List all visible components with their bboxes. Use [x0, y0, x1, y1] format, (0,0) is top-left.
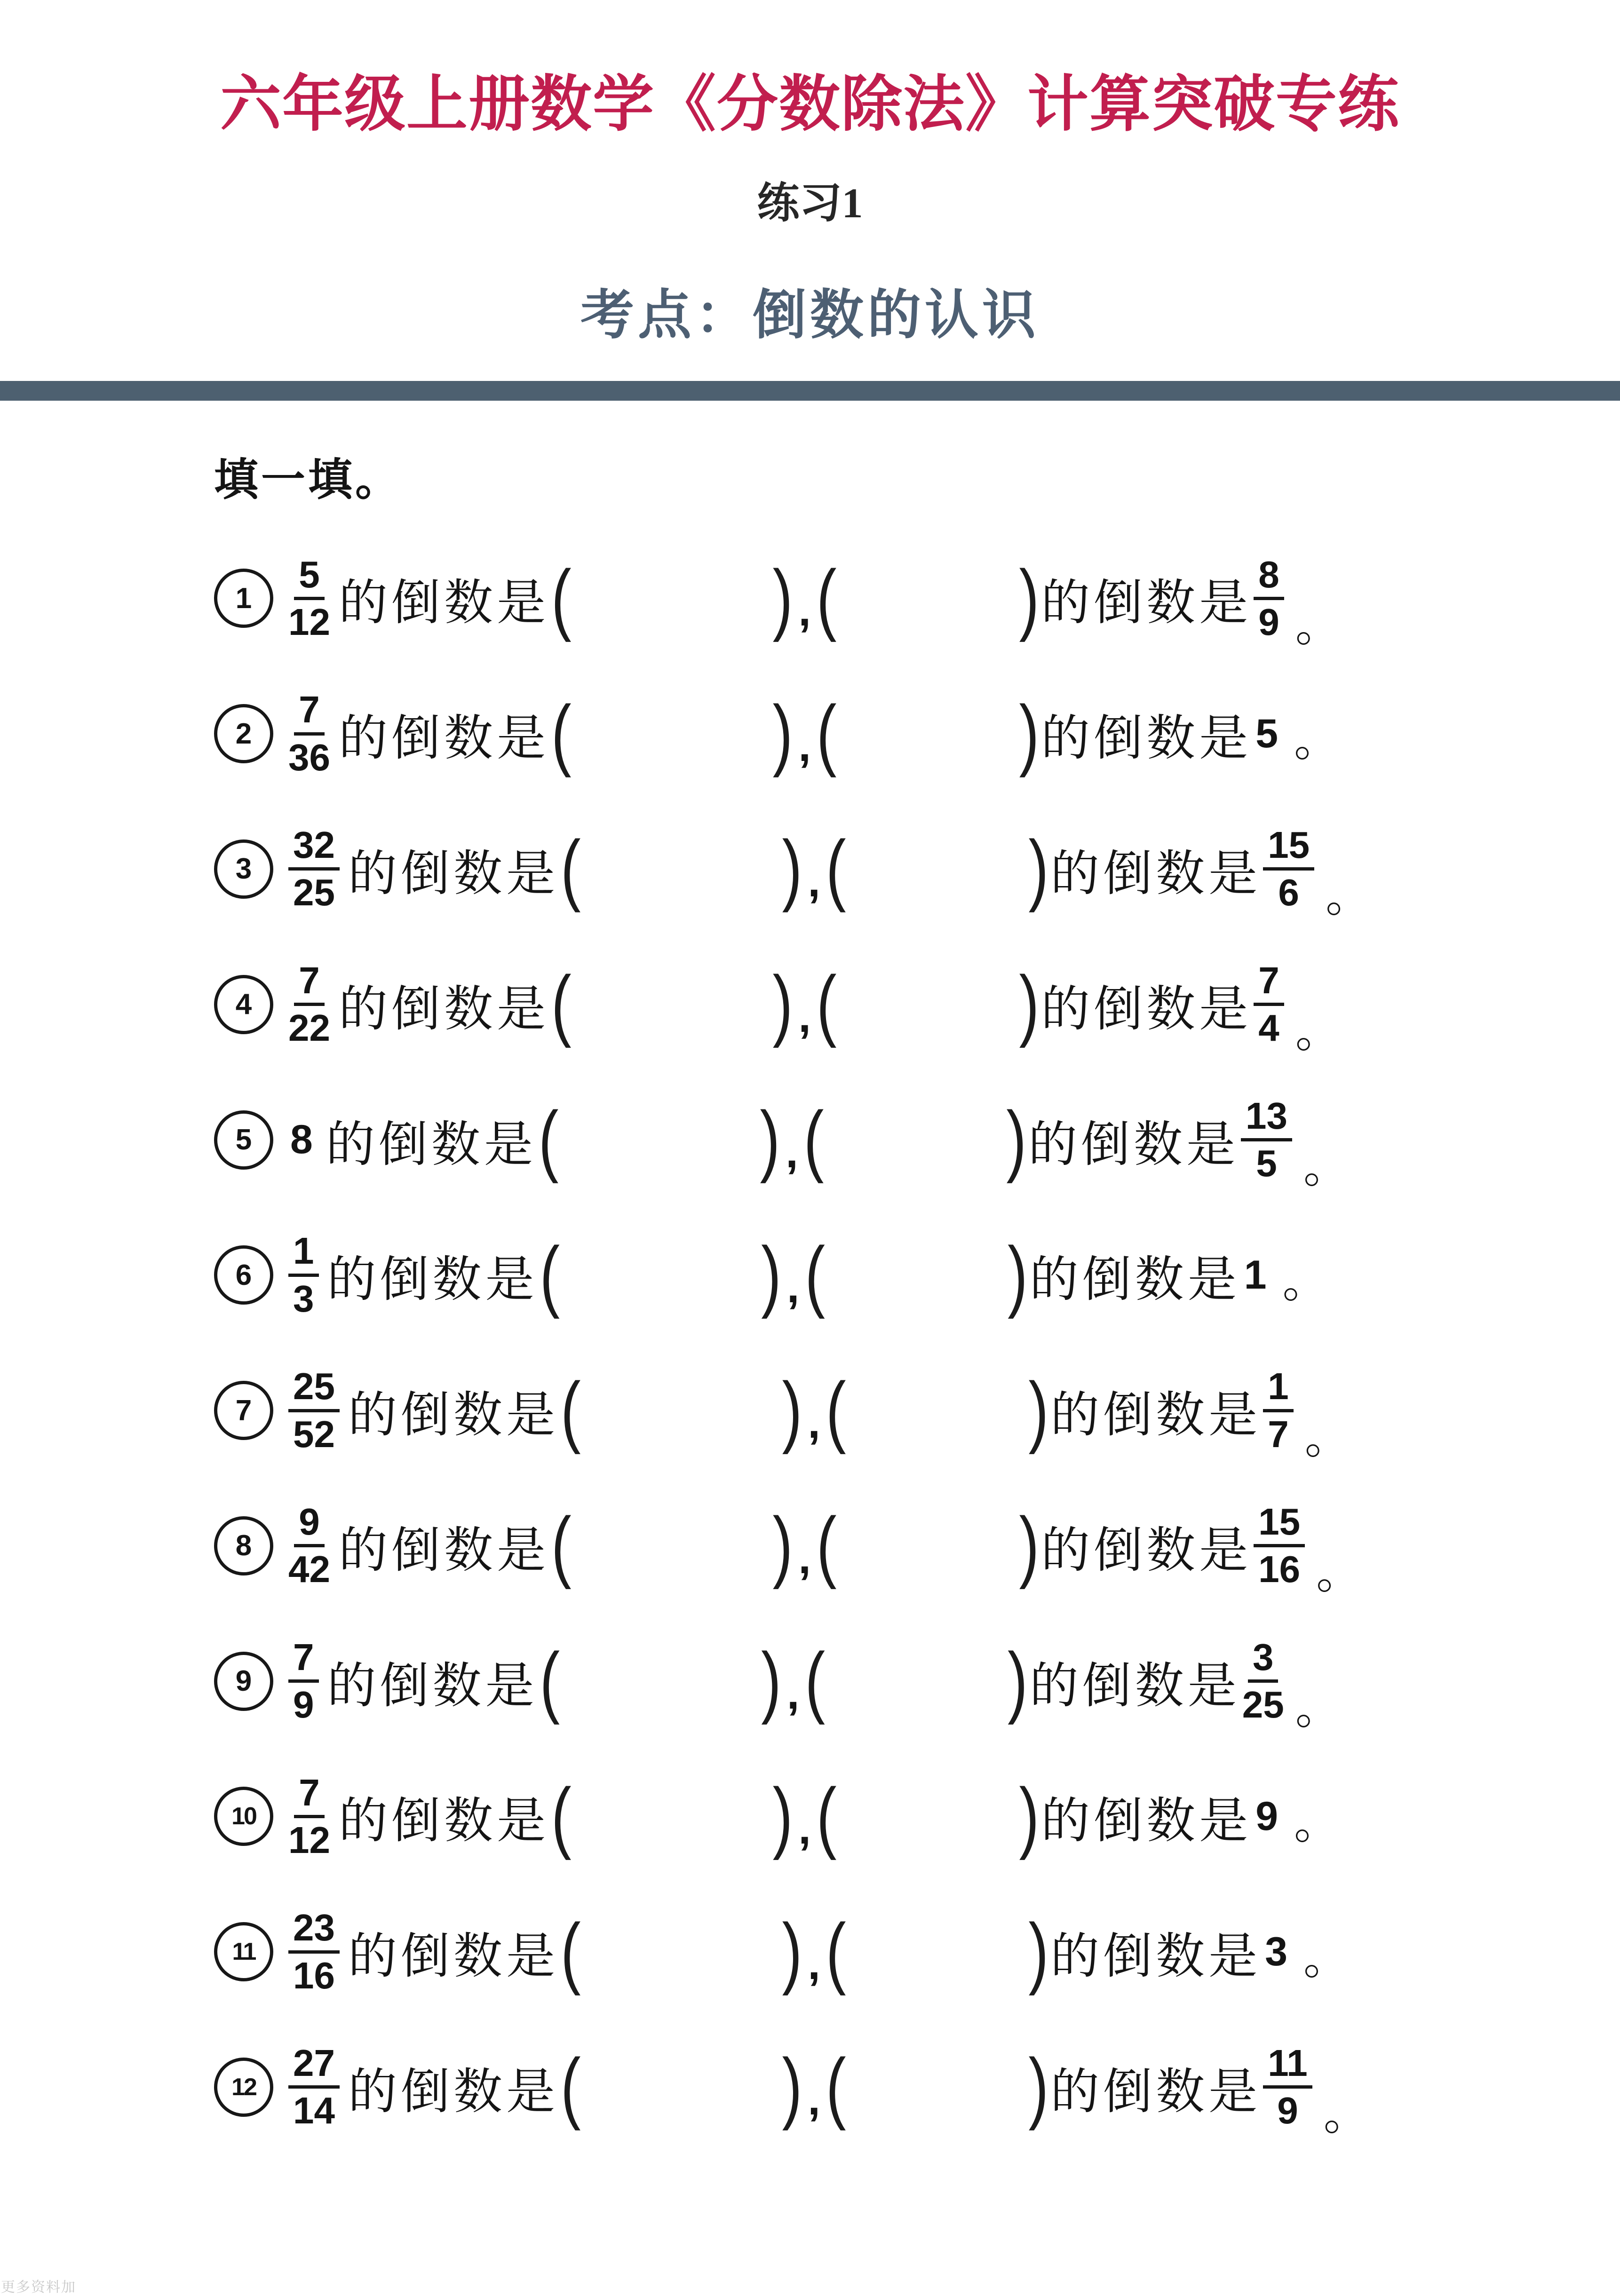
item-number: 5: [235, 1124, 252, 1156]
worksheet-body: [0, 401, 1620, 2140]
exercise-item: [214, 1773, 1573, 1861]
reciprocal-text-lead: 的倒数是: [327, 1658, 538, 1713]
header-divider-bar: [0, 381, 1620, 401]
answer-fraction: [1242, 1637, 1284, 1726]
given-fraction-numerator: 9: [294, 1502, 325, 1547]
open-paren-1: (: [551, 689, 572, 778]
given-fraction: [288, 554, 330, 643]
given-fraction-numerator: 7: [294, 1773, 325, 1818]
open-paren-1: (: [551, 554, 572, 643]
answer-fraction: [1254, 1502, 1305, 1590]
item-number-badge: [214, 704, 273, 763]
exercise-item: [214, 1365, 1573, 1463]
given-fraction: [288, 1637, 319, 1726]
topic-label: 考点：倒数的认识: [580, 285, 1040, 345]
open-paren-2: (: [826, 2043, 846, 2132]
given-fraction-numerator: 23: [288, 1908, 340, 1953]
item-number: 8: [235, 1529, 252, 1562]
close-paren-2: ): [1019, 960, 1040, 1049]
answer-integer: 1: [1244, 1252, 1267, 1298]
answer-fraction-denominator: 5: [1256, 1142, 1277, 1185]
given-fraction-numerator: 27: [288, 2043, 340, 2089]
open-paren-2: (: [826, 1366, 846, 1455]
close-paren-1: ): [772, 1501, 793, 1591]
item-number: 12: [231, 2073, 256, 2101]
close-paren-1: ): [772, 689, 793, 778]
close-paren-1: ): [782, 1366, 802, 1455]
open-paren-2: (: [826, 824, 846, 914]
comma-separator: ,: [798, 585, 811, 636]
close-paren-1: ): [772, 554, 793, 643]
item-number-badge: [214, 569, 273, 628]
reciprocal-text-tail: 的倒数是: [1029, 1658, 1240, 1713]
comma-separator: ,: [798, 1803, 811, 1854]
open-paren-1: (: [551, 960, 572, 1049]
answer-fraction-numerator: 15: [1254, 1502, 1305, 1547]
reciprocal-text-lead: 的倒数是: [327, 1252, 538, 1307]
answer-fraction: [1263, 1366, 1294, 1455]
exercise-item: [214, 2042, 1573, 2140]
given-fraction-numerator: 7: [294, 689, 325, 735]
sentence-period: 。: [1295, 600, 1341, 651]
comma-separator: ,: [798, 991, 811, 1042]
open-paren-1: (: [561, 1907, 581, 1996]
close-paren-2: ): [1019, 1501, 1040, 1591]
sentence-period: 。: [1316, 1548, 1362, 1599]
reciprocal-text-tail: 的倒数是: [1041, 1523, 1252, 1578]
answer-integer: 9: [1255, 1793, 1279, 1839]
comma-separator: ,: [798, 1532, 811, 1583]
item-number-badge: [214, 1922, 273, 1981]
given-fraction-numerator: 25: [288, 1366, 340, 1412]
answer-fraction: [1263, 825, 1314, 913]
given-fraction-denominator: 12: [288, 1819, 330, 1861]
given-fraction: [288, 1908, 340, 1996]
item-number-badge: [214, 1245, 273, 1305]
close-paren-1: ): [782, 824, 802, 914]
reciprocal-text-tail: 的倒数是: [1041, 1794, 1252, 1849]
answer-fraction: [1254, 960, 1284, 1049]
comma-separator: ,: [786, 1126, 798, 1177]
answer-fraction-numerator: 8: [1254, 554, 1284, 600]
given-fraction-numerator: 7: [288, 1637, 319, 1683]
given-fraction: [288, 1231, 319, 1319]
close-paren-2: ): [1019, 689, 1040, 778]
answer-fraction-denominator: 16: [1258, 1548, 1301, 1591]
sentence-period: 。: [1326, 871, 1371, 922]
given-fraction-denominator: 12: [288, 601, 330, 643]
given-fraction-denominator: 14: [293, 2090, 335, 2132]
close-paren-2: ): [1019, 554, 1040, 643]
item-number: 1: [235, 582, 252, 615]
exercise-list: [214, 553, 1573, 2140]
given-fraction: [288, 2043, 340, 2131]
page-title: 六年级上册数学《分数除法》计算突破专练: [220, 70, 1400, 138]
item-number: 10: [231, 1803, 256, 1830]
given-fraction: [288, 1366, 340, 1455]
close-paren-2: ): [1006, 1095, 1027, 1184]
item-number: 11: [232, 1938, 255, 1966]
comma-separator: ,: [798, 720, 811, 771]
answer-fraction-denominator: 9: [1258, 601, 1279, 643]
open-paren-2: (: [816, 554, 837, 643]
exercise-item: [214, 824, 1573, 922]
reciprocal-text-lead: 的倒数是: [348, 1388, 559, 1443]
sentence-period: 。: [1304, 1412, 1350, 1463]
given-integer: 8: [290, 1117, 313, 1163]
close-paren-2: ): [1019, 1772, 1040, 1861]
answer-fraction-denominator: 4: [1258, 1007, 1279, 1049]
reciprocal-text-tail: 的倒数是: [1050, 846, 1262, 901]
open-paren-2: (: [816, 689, 837, 778]
item-number-badge: [214, 1110, 273, 1170]
answer-fraction-denominator: 6: [1278, 871, 1299, 914]
reciprocal-text-lead: 的倒数是: [338, 982, 549, 1037]
instruction-text: 填一填。: [214, 454, 403, 504]
answer-fraction-numerator: 3: [1248, 1637, 1279, 1683]
open-paren-2: (: [816, 1501, 837, 1591]
exercise-item: [214, 959, 1573, 1057]
comma-separator: ,: [786, 1262, 800, 1313]
sentence-period: 。: [1323, 2089, 1369, 2140]
given-fraction-denominator: 9: [293, 1684, 314, 1726]
close-paren-1: ): [760, 1095, 780, 1184]
close-paren-2: ): [1008, 1637, 1028, 1726]
reciprocal-text-lead: 的倒数是: [338, 576, 549, 631]
sentence-period: 。: [1294, 1797, 1340, 1848]
sentence-period: 。: [1295, 1006, 1341, 1057]
reciprocal-text-lead: 的倒数是: [326, 1117, 537, 1172]
comma-separator: ,: [808, 1939, 820, 1989]
comma-separator: ,: [786, 1668, 800, 1718]
item-number: 7: [235, 1394, 252, 1427]
exercise-item: [214, 689, 1573, 778]
given-fraction-denominator: 42: [288, 1548, 330, 1591]
open-paren-2: (: [803, 1095, 824, 1184]
reciprocal-text-lead: 的倒数是: [348, 1929, 559, 1984]
open-paren-1: (: [561, 1366, 581, 1455]
close-paren-1: ): [761, 1637, 781, 1726]
close-paren-2: ): [1028, 824, 1049, 914]
given-fraction-numerator: 32: [288, 825, 340, 871]
sentence-period: 。: [1295, 1683, 1341, 1734]
exercise-item: [214, 1094, 1573, 1193]
given-fraction: [288, 825, 340, 913]
close-paren-1: ): [772, 1772, 793, 1861]
given-fraction: [288, 1773, 330, 1861]
close-paren-1: ): [782, 2043, 802, 2132]
answer-fraction-numerator: 15: [1263, 825, 1314, 871]
watermark-text: 更多资料加: [1, 2280, 76, 2295]
open-paren-1: (: [538, 1095, 559, 1184]
open-paren-1: (: [561, 2043, 581, 2132]
reciprocal-text-lead: 的倒数是: [338, 1523, 549, 1578]
answer-fraction: [1263, 2043, 1312, 2131]
reciprocal-text-lead: 的倒数是: [338, 711, 549, 766]
answer-fraction-numerator: 11: [1263, 2043, 1312, 2089]
reciprocal-text-tail: 的倒数是: [1050, 1388, 1262, 1443]
answer-fraction-numerator: 1: [1263, 1366, 1294, 1412]
item-number-badge: [214, 839, 273, 899]
item-number-badge: [214, 1381, 273, 1440]
open-paren-2: (: [805, 1637, 826, 1726]
given-fraction-denominator: 16: [293, 1954, 335, 1996]
item-number: 2: [235, 717, 252, 750]
sentence-period: 。: [1294, 715, 1340, 766]
reciprocal-text-lead: 的倒数是: [348, 846, 559, 901]
sentence-period: 。: [1282, 1256, 1328, 1307]
reciprocal-text-tail: 的倒数是: [1050, 2064, 1262, 2119]
reciprocal-text-lead: 的倒数是: [338, 1794, 549, 1849]
exercise-item: [214, 1908, 1573, 1996]
open-paren-1: (: [551, 1772, 572, 1861]
close-paren-1: ): [782, 1907, 802, 1996]
reciprocal-text-lead: 的倒数是: [348, 2064, 559, 2119]
exercise-item: [214, 1231, 1573, 1319]
open-paren-2: (: [816, 960, 837, 1049]
answer-fraction-denominator: 9: [1277, 2090, 1298, 2132]
comma-separator: ,: [808, 855, 820, 906]
sentence-period: 。: [1303, 1933, 1349, 1984]
answer-fraction: [1254, 554, 1284, 643]
open-paren-1: (: [540, 1230, 560, 1320]
item-number: 3: [235, 853, 252, 886]
open-paren-1: (: [561, 824, 581, 914]
close-paren-2: ): [1008, 1230, 1028, 1320]
reciprocal-text-tail: 的倒数是: [1041, 982, 1252, 1037]
given-fraction-numerator: 7: [294, 960, 325, 1006]
given-fraction-denominator: 22: [288, 1007, 330, 1049]
reciprocal-text-tail: 的倒数是: [1050, 1929, 1262, 1984]
reciprocal-text-tail: 的倒数是: [1041, 711, 1252, 766]
reciprocal-text-tail: 的倒数是: [1041, 576, 1252, 631]
close-paren-2: ): [1028, 1366, 1049, 1455]
close-paren-1: ): [761, 1230, 781, 1320]
answer-fraction-numerator: 13: [1241, 1096, 1292, 1141]
answer-fraction: [1241, 1096, 1292, 1184]
sentence-period: 。: [1303, 1142, 1349, 1193]
worksheet-header: [0, 0, 1620, 349]
close-paren-1: ): [772, 960, 793, 1049]
item-number-badge: [214, 1787, 273, 1846]
close-paren-2: ): [1028, 1907, 1049, 1996]
open-paren-2: (: [826, 1907, 846, 1996]
item-number: 4: [235, 988, 252, 1021]
reciprocal-text-tail: 的倒数是: [1029, 1252, 1240, 1307]
given-fraction: [288, 689, 330, 778]
given-fraction-denominator: 25: [293, 871, 335, 914]
exercise-item: [214, 1636, 1573, 1734]
given-fraction: [288, 1502, 330, 1590]
answer-fraction-denominator: 25: [1242, 1684, 1284, 1726]
item-number-badge: [214, 1516, 273, 1576]
item-number-badge: [214, 975, 273, 1034]
item-number-badge: [214, 2058, 273, 2117]
given-fraction-denominator: 36: [288, 736, 330, 778]
exercise-item: [214, 553, 1573, 651]
answer-fraction-numerator: 7: [1254, 960, 1284, 1006]
given-fraction: [288, 960, 330, 1049]
reciprocal-text-tail: 的倒数是: [1028, 1117, 1239, 1172]
item-number-badge: [214, 1652, 273, 1711]
answer-integer: 5: [1255, 711, 1279, 756]
open-paren-2: (: [805, 1230, 826, 1320]
open-paren-1: (: [540, 1637, 560, 1726]
given-fraction-numerator: 1: [288, 1231, 319, 1276]
comma-separator: ,: [808, 1397, 820, 1448]
given-fraction-denominator: 52: [293, 1413, 335, 1455]
item-number: 9: [235, 1665, 252, 1698]
practice-number-label: 练习1: [757, 180, 863, 227]
open-paren-2: (: [816, 1772, 837, 1861]
comma-separator: ,: [808, 2074, 820, 2124]
item-number: 6: [235, 1259, 252, 1291]
close-paren-2: ): [1028, 2043, 1049, 2132]
open-paren-1: (: [551, 1501, 572, 1591]
exercise-item: [214, 1500, 1573, 1599]
answer-fraction-denominator: 7: [1268, 1413, 1289, 1455]
given-fraction-numerator: 5: [294, 554, 325, 600]
given-fraction-denominator: 3: [293, 1277, 314, 1320]
answer-integer: 3: [1265, 1929, 1288, 1974]
